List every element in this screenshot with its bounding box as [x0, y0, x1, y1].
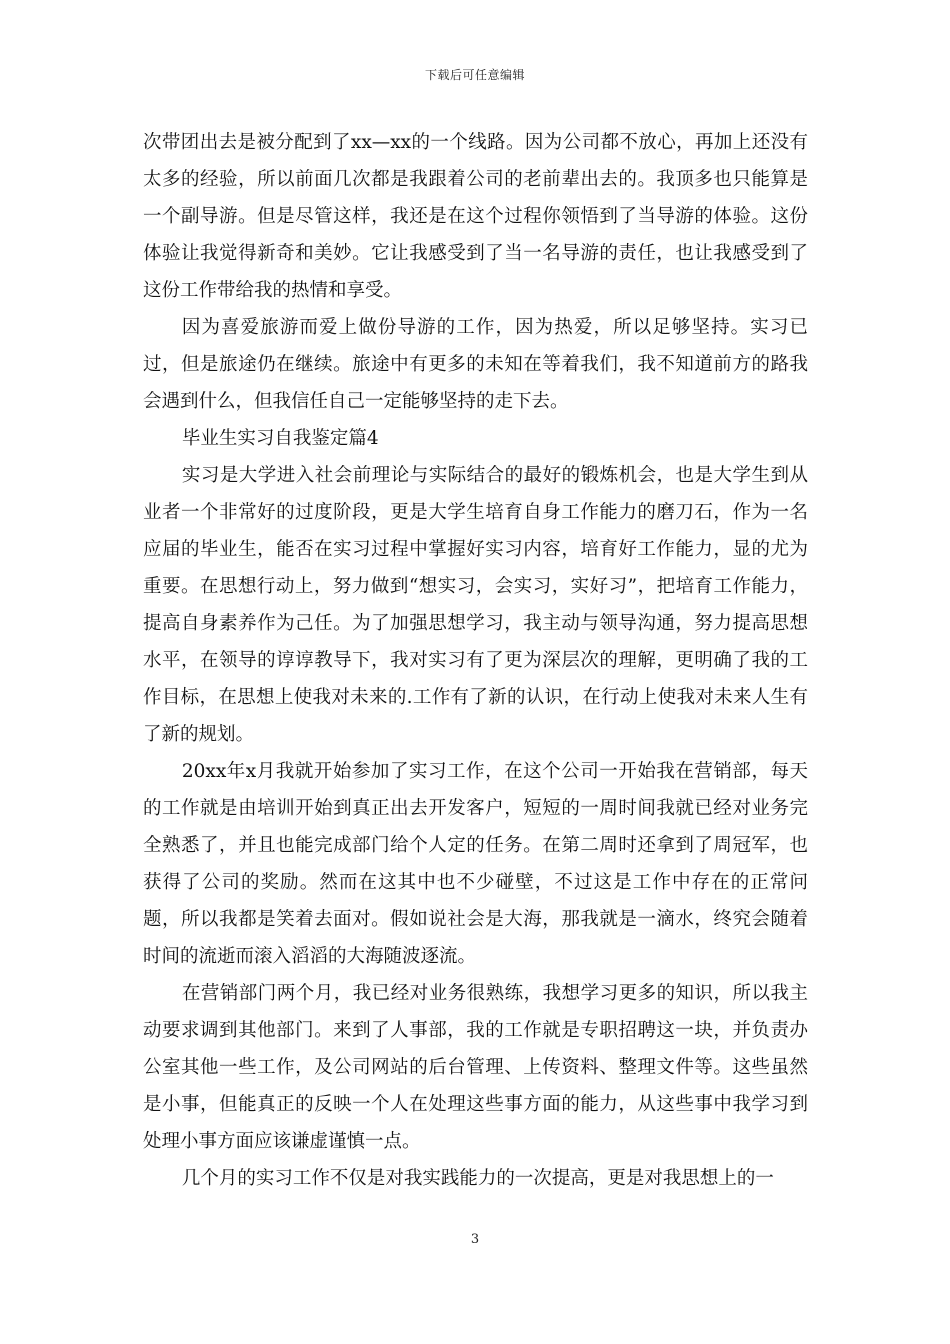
- paragraph: 几个月的实习工作不仅是对我实践能力的一次提高，更是对我思想上的一: [181, 1168, 774, 1189]
- page-header: 下载后可任意编辑: [424, 68, 525, 82]
- section-heading: 毕业生实习自我鉴定篇4: [181, 428, 379, 449]
- paragraph: 实习是大学进入社会前理论与实际结合的最好的锻炼机会，也是大学生到从业者一个非常好的过度阶段，更是大学生培育自身工作能力的磨刀石，作为一名应届的毕业生，能否在实习过程中掌握好实习内容，培育好工作能力，显的尤为重要。在思想行动上，努力做到“想实习，会实习，实好习”，把培育工作能力，提高自身素养作为己任。为了加强思想学习，我主动与领导沟通，努力提高思想水平，在领导的谆谆教导下，我对实习有了更为深层次的理解，更明确了我的工作目标，在思想上使我对未来的.工作有了新的认识，在行动上使我对未来人生有了新的规划。: [143, 465, 808, 745]
- page-number: 3: [470, 1232, 480, 1247]
- paragraph: 20xx年x月我就开始参加了实习工作，在这个公司一开始我在营销部，每天的工作就是由培训开始到真正出去开发客户，短短的一周时间我就已经对业务完全熟悉了，并且也能完成部门给个人定的任务。在第二周时还拿到了周冠军，也获得了公司的奖励。然而在这其中也不少碰壁，不过这是工作中存在的正常问题，所以我都是笑着去面对。假如说社会是大海，那我就是一滴水，终究会随着时间的流逝而滚入滔滔的大海随波逐流。: [143, 761, 808, 967]
- paragraph: 因为喜爱旅游而爱上做份导游的工作，因为热爱，所以足够坚持。实习已过，但是旅途仍在继续。旅途中有更多的未知在等着我们，我不知道前方的路我会遇到什么，但我信任自己一定能够坚持的走下去。: [143, 317, 808, 412]
- paragraph-continued: 次带团出去是被分配到了xx—xx的一个线路。因为公司都不放心，再加上还没有太多的经验，所以前面几次都是我跟着公司的老前辈出去的。我顶多也只能算是一个副导游。但是尽管这样，我还是在这个过程你领悟到了当导游的体验。这份体验让我觉得新奇和美妙。它让我感受到了当一名导游的责任，也让我感受到了这份工作带给我的热情和享受。: [143, 132, 808, 301]
- document-body: [143, 124, 808, 1197]
- paragraph: 在营销部门两个月，我已经对业务很熟练，我想学习更多的知识，所以我主动要求调到其他部门。来到了人事部，我的工作就是专职招聘这一块，并负责办公室其他一些工作，及公司网站的后台管理、上传资料、整理文件等。这些虽然是小事，但能真正的反映一个人在处理这些事方面的能力，从这些事中我学习到处理小事方面应该谦虚谨慎一点。: [143, 983, 808, 1152]
